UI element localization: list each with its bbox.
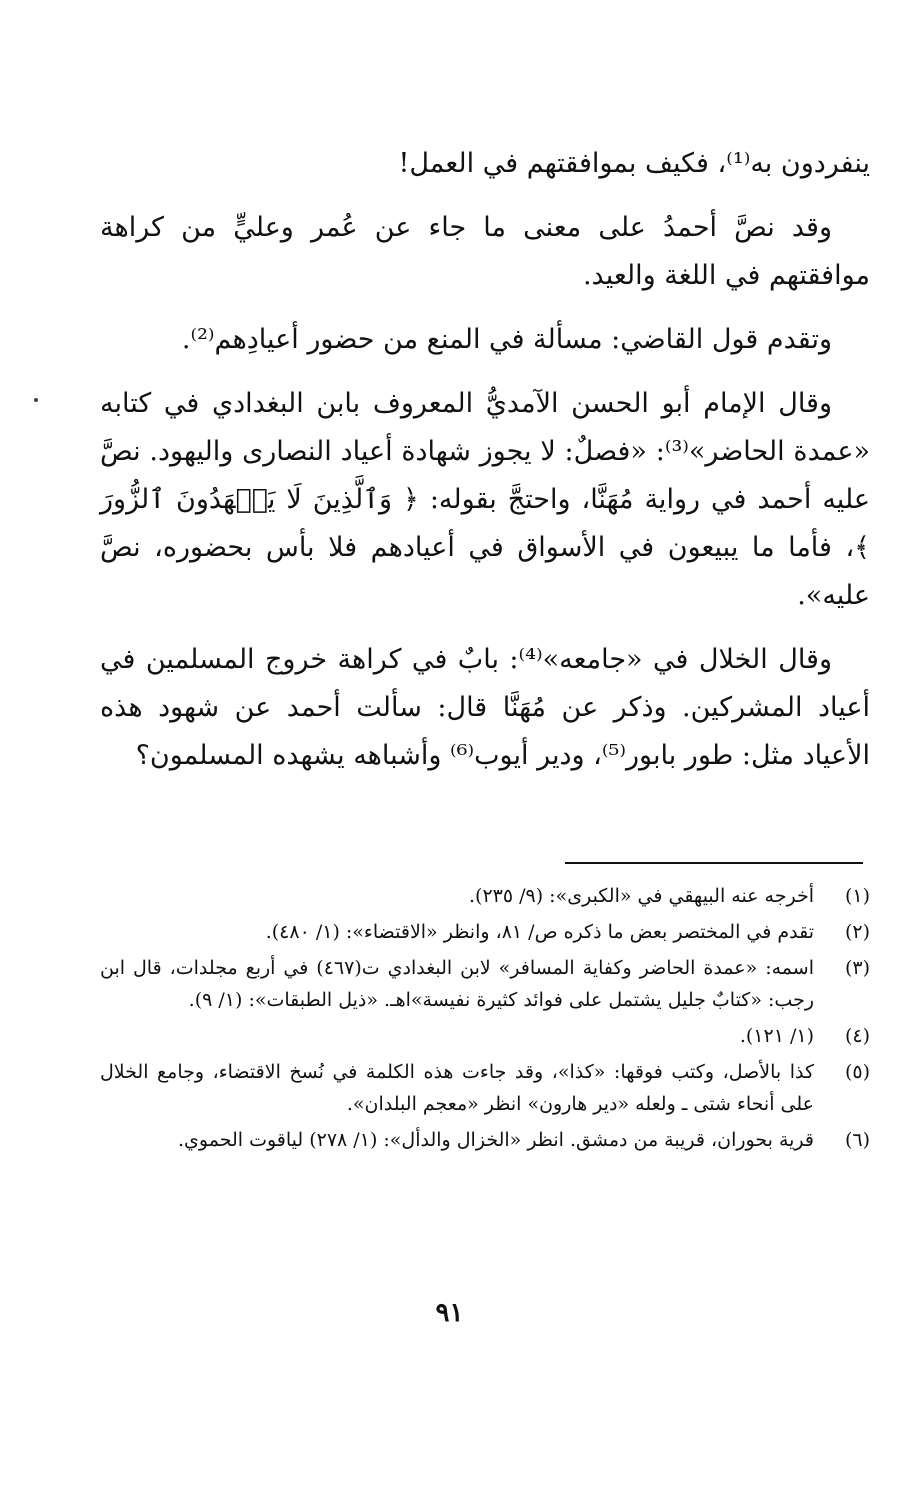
footnote-number: (١) — [844, 885, 870, 907]
body-paragraph: وقال الخلال في «جامعه»⁽⁴⁾: بابٌ في كراهة خروج المسلمين في أعياد المشركين. وذكر عن مُهَنَّا قال: سألت أحمد عن شهود هذه الأعياد مثل: طور بابور⁽⁵⁾، ودير أيوب⁽⁶⁾ وأشباهه يشهده المسلمون؟ — [100, 644, 870, 771]
margin-speck — [34, 398, 38, 402]
body-paragraph: وقد نصَّ أحمدُ على معنى ما جاء عن عُمر وعليٍّ من كراهة موافقتهم في اللغة والعيد. — [100, 212, 870, 291]
footnote — [100, 916, 870, 948]
footnote-number: (٦) — [844, 1129, 870, 1151]
footnote — [100, 1124, 870, 1156]
footnote-text: قرية بحوران، قريبة من دمشق. انظر «الخزال والدأل»: (١/ ٢٧٨) لياقوت الحموي. — [178, 1129, 814, 1151]
body-paragraph: ينفردون به⁽¹⁾، فكيف بموافقتهم في العمل! — [398, 148, 870, 179]
footnote-separator — [565, 862, 863, 864]
footnote-number: (٤) — [844, 1025, 870, 1047]
page-number: ٩١ — [435, 1298, 464, 1328]
footnote — [100, 1056, 870, 1120]
body-paragraph: وقال الإمام أبو الحسن الآمديُّ المعروف بابن البغدادي في كتابه «عمدة الحاضر»⁽³⁾: «فصلٌ: لا يجوز شهادة أعياد النصارى واليهود. نصَّ عليه أحمد في رواية مُهَنَّا، واحتجَّ بقوله: ﴿ وَٱلَّذِينَ لَا يَشۡهَدُونَ ٱلزُّورَ ﴾، فأما ما يبيعون في الأسواق في أعيادهم فلا بأس بحضوره، نصَّ عليه». — [100, 388, 870, 611]
body-paragraph: وتقدم قول القاضي: مسألة في المنع من حضور أعيادِهم⁽²⁾. — [181, 324, 832, 355]
footnote — [100, 952, 870, 1016]
footnote-number: (٢) — [844, 921, 870, 943]
footnote — [100, 880, 870, 912]
footnote — [100, 1020, 870, 1052]
footnote-number: (٣) — [844, 957, 870, 979]
footnote-text: كذا بالأصل، وكتب فوقها: «كذا»، وقد جاءت هذه الكلمة في نُسخ الاقتضاء، وجامع الخلال على أنحاء شتى ـ ولعله «دير هارون» انظر «معجم البلدان». — [100, 1061, 814, 1115]
footnote-text: تقدم في المختصر بعض ما ذكره ص/ ٨١، وانظر «الاقتضاء»: (١/ ٤٨٠). — [265, 921, 814, 943]
footnotes — [100, 880, 870, 1160]
main-text — [100, 140, 870, 780]
footnote-number: (٥) — [844, 1061, 870, 1083]
footnote-text: اسمه: «عمدة الحاضر وكفاية المسافر» لابن البغدادي ت(٤٦٧) في أربع مجلدات، قال ابن رجب: «كتابٌ جليل يشتمل على فوائد كثيرة نفيسة»اهـ. «ذيل الطبقات»: (١/ ٩). — [100, 957, 814, 1011]
footnote-text: (١/ ١٢١). — [739, 1025, 814, 1047]
footnote-text: أخرجه عنه البيهقي في «الكبرى»: (٩/ ٢٣٥). — [468, 885, 814, 907]
